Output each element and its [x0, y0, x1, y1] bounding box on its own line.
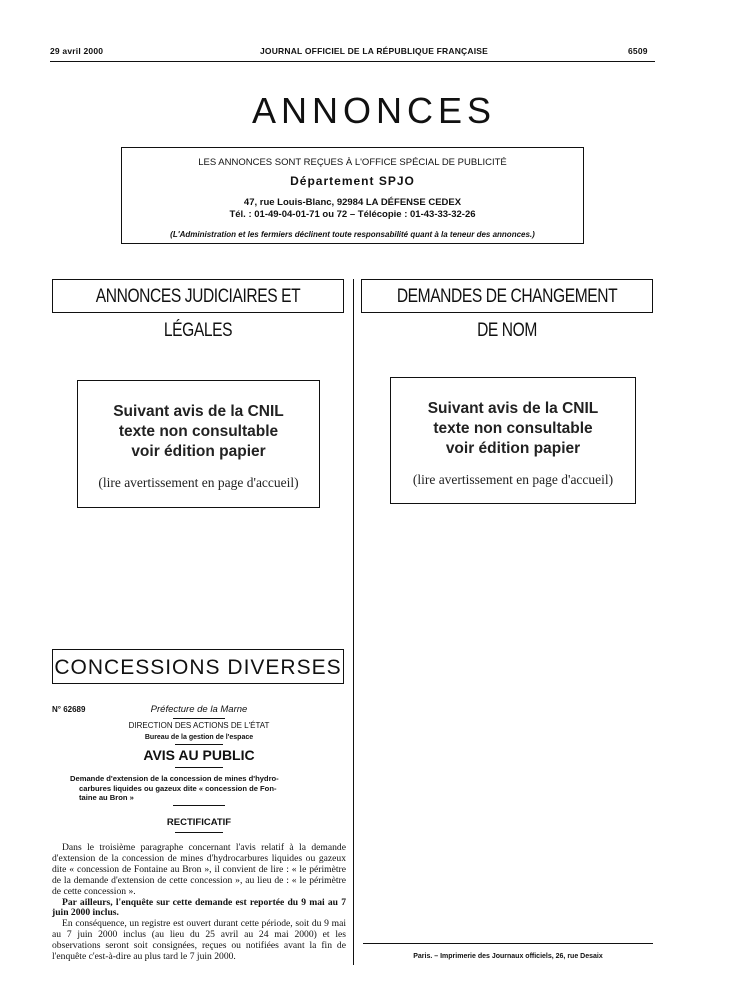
- cnil-notice-left: [77, 380, 320, 508]
- notice-subject: [70, 774, 340, 803]
- notice-rectificatif: RECTIFICATIF: [166, 817, 232, 828]
- section-header-changement-nom: [361, 279, 653, 341]
- footer-rule: [363, 943, 653, 944]
- section-title: DEMANDES DE CHANGEMENT DE NOM: [396, 286, 618, 341]
- separator-rule: [175, 832, 223, 833]
- cnil-notice-right: [390, 377, 636, 504]
- notice-direction: DIRECTION DES ACTIONS DE L'ÉTAT: [128, 721, 270, 730]
- info-box: [121, 147, 584, 244]
- section-title: CONCESSIONS DIVERSES: [54, 656, 342, 679]
- notice-avis: AVIS AU PUBLIC: [143, 747, 255, 763]
- cnil-line: texte non consultable: [433, 420, 593, 437]
- section-header-judiciaires: [52, 279, 344, 341]
- notice-body: [52, 843, 346, 963]
- header-rule: [50, 61, 655, 62]
- header-date: 29 avril 2000: [50, 46, 104, 56]
- cnil-line: Suivant avis de la CNIL: [113, 403, 284, 420]
- info-phones: Tél. : 01-49-04-01-71 ou 72 – Télécopie : 01-43-33-32-26: [229, 209, 476, 220]
- notice-prefecture: Préfecture de la Marne: [150, 704, 248, 715]
- section-title: ANNONCES JUDICIAIRES ET LÉGALES: [95, 286, 301, 341]
- separator-rule: [175, 744, 223, 745]
- footer-imprint: Paris. – Imprimerie des Journaux officiels, 26, rue Desaix: [413, 953, 603, 960]
- info-line: LES ANNONCES SONT REÇUES À L'OFFICE SPÉCIAL DE PUBLICITÉ: [198, 157, 507, 168]
- separator-rule: [175, 767, 223, 768]
- cnil-subtext: (lire avertissement en page d'accueil): [98, 475, 299, 490]
- column-divider: [353, 279, 354, 965]
- cnil-line: voir édition papier: [445, 440, 581, 457]
- cnil-line: voir édition papier: [131, 443, 266, 460]
- notice-number: N° 62689: [52, 705, 86, 714]
- header-page-number: 6509: [628, 46, 648, 56]
- page-title: ANNONCES: [251, 90, 497, 131]
- header-journal-title: JOURNAL OFFICIEL DE LA RÉPUBLIQUE FRANÇAISE: [259, 46, 489, 56]
- notice-bureau: Bureau de la gestion de l'espace: [144, 734, 254, 741]
- separator-rule: [173, 718, 225, 719]
- info-address: 47, rue Louis-Blanc, 92984 LA DÉFENSE CEDEX: [243, 197, 462, 208]
- notice-subject-line: taine au Bron »: [79, 793, 134, 802]
- cnil-line: Suivant avis de la CNIL: [427, 400, 599, 417]
- cnil-line: texte non consultable: [118, 423, 279, 440]
- notice-paragraph: Dans le troisième paragraphe concernant l'avis relatif à la demande d'extension de la concession de mines d'hydrocarbures liquides ou gazeux dite « concession de Fontaine au Bron », il convient de lire : « le périmètre de la demande d'extension de cette concession », au lieu de : « le périmètre de cette concession ».: [52, 842, 346, 897]
- cnil-subtext: (lire avertissement en page d'accueil): [412, 472, 614, 487]
- info-disclaimer: (L'Administration et les fermiers déclinent toute responsabilité quant à la teneur des annonces.): [170, 230, 535, 239]
- notice-subject-line: carbures liquides ou gazeux dite « concession de Fon-: [79, 783, 277, 793]
- notice-paragraph: Par ailleurs, l'enquête sur cette demande est reportée du 9 mai au 7 juin 2000 inclus.: [52, 896, 346, 919]
- section-header-concessions: [52, 649, 344, 684]
- separator-rule: [173, 805, 225, 806]
- info-department: Département SPJO: [290, 174, 415, 188]
- notice-paragraph: En conséquence, un registre est ouvert durant cette période, soit du 9 mai au 7 juin 2000 inclus (au lieu du 25 avril au 24 mai 2000) et les observations seront soit consignées, reçues ou notifiées avant la fin de l'enquête c'est-à-dire au plus tard le 7 juin 2000.: [52, 918, 346, 963]
- notice-subject-line: Demande d'extension de la concession de mines d'hydro-: [70, 774, 279, 783]
